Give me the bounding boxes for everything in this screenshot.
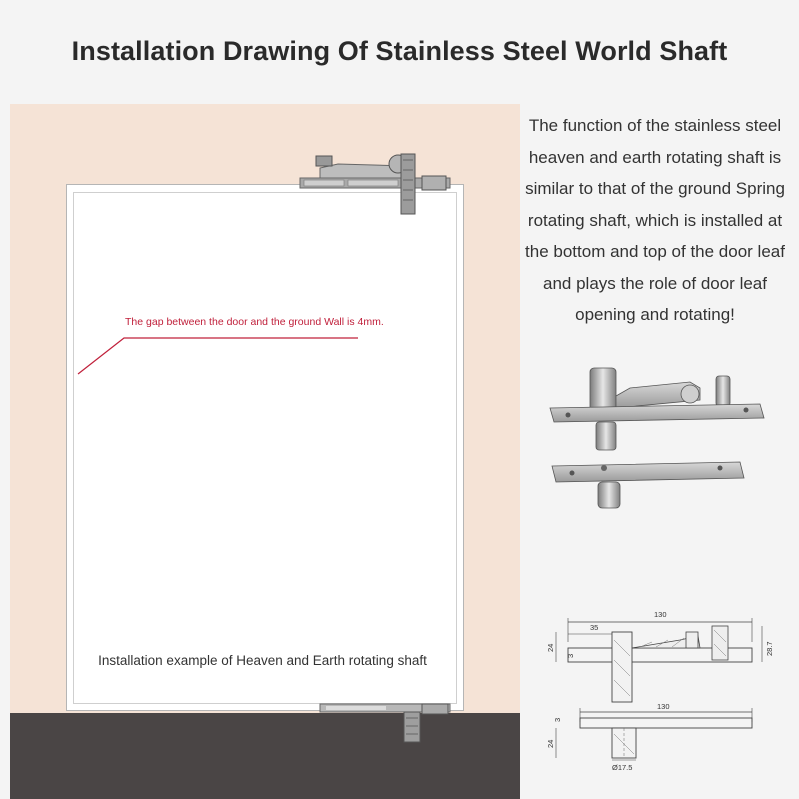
installation-example-note: Installation example of Heaven and Earth rotating shaft: [98, 653, 427, 668]
bottom-pivot-technical-drawing: [540, 700, 780, 780]
dim-bottom-diameter: Ø17.5: [612, 763, 633, 772]
dim-bottom-gap: 3: [553, 717, 562, 722]
top-pivot-technical-drawing: [540, 600, 780, 700]
gap-leader-line: [76, 332, 366, 382]
page-title: Installation Drawing Of Stainless Steel World Shaft: [71, 36, 728, 66]
dim-top-gap: 3: [566, 653, 575, 658]
bottom-pivot-hinge-illustration: [318, 700, 458, 750]
dim-bottom-width: 130: [657, 702, 670, 711]
gap-note: The gap between the door and the ground Wall is 4mm.: [125, 316, 384, 328]
dim-top-height: 24: [546, 643, 555, 652]
door-leaf: [73, 192, 457, 704]
dim-top-offset: 35: [590, 623, 599, 632]
dim-top-width: 130: [654, 610, 667, 619]
dim-top-total: 28.7: [765, 641, 774, 656]
top-pivot-hinge-illustration: [298, 150, 458, 220]
pivot-hinge-product-photo: [540, 360, 780, 520]
description-text: The function of the stainless steel heaven and earth rotating shaft is similar to that of the ground Spring rotating shaft, which is installed at the bottom and top of the door leaf and plays the role of door leaf opening and rotating!: [525, 116, 785, 324]
dim-bottom-height: 24: [546, 739, 555, 748]
